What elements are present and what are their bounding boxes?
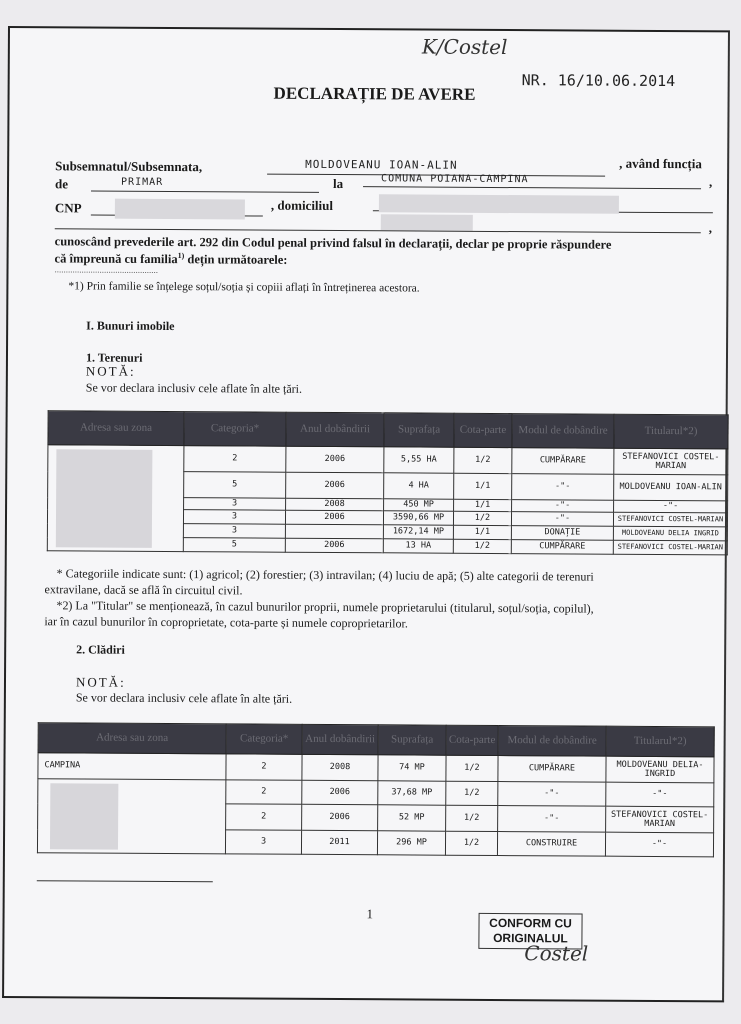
address-redacted (379, 194, 619, 213)
cladiri-nota-text: Se vor declara inclusiv cele aflate în alte țări. (75, 690, 293, 706)
header-adresa: Adresa sau zona (48, 411, 184, 446)
footer-rule (37, 880, 213, 882)
cell-titular: MOLDOVEANU DELIA-INGRID (606, 756, 714, 783)
table-row (38, 753, 714, 783)
cell-anul (285, 524, 383, 539)
cell-anul: 2006 (302, 780, 378, 804)
header-categoria: Categoria* (184, 412, 286, 447)
cell-anul: 2006 (285, 538, 383, 553)
cell-modul: -"- (512, 474, 614, 501)
cell-titular: STEFANOVICI COSTEL-MARIAN (614, 448, 728, 475)
registration-number: NR. 16/10.06.2014 (521, 71, 676, 91)
header-cota: Cota-parte (454, 413, 512, 447)
cell-anul: 2006 (286, 472, 384, 499)
section-terenuri: 1. Terenuri (85, 350, 143, 365)
cell-suprafata: 450 MP (384, 499, 454, 511)
cell-suprafata: 5,55 HA (384, 447, 454, 473)
cell-titular: STEFANOVICI COSTEL-MARIAN (613, 512, 727, 527)
cell-modul: CONSTRUIRE (497, 832, 605, 857)
header-titular: Titularul*2) (614, 414, 728, 449)
cell-cota: 1/2 (446, 781, 498, 805)
header-adresa: Adresa sau zona (38, 723, 226, 754)
cell-suprafata: 3590,66 MP (383, 511, 453, 525)
header-cota: Cota-parte (446, 725, 498, 755)
cell-cota: 1/1 (454, 473, 512, 499)
cell-categoria: 3 (225, 830, 301, 854)
terenuri-table (47, 410, 729, 555)
terenuri-nota: NOTĂ: (85, 363, 136, 379)
header-modul: Modul de dobândire (512, 414, 614, 449)
header-modul: Modul de dobândire (498, 726, 606, 757)
cell-anul: 2006 (286, 446, 384, 473)
top-signature: K/Costel (421, 34, 508, 60)
cnp-label: CNP (54, 200, 82, 216)
header-anul: Anul dobândirii (286, 412, 384, 447)
cell-titular: -"- (605, 832, 713, 857)
cell-anul: 2006 (302, 804, 378, 830)
subsemnatul-label: Subsemnatul/Subsemnata, (55, 158, 203, 175)
cell-categoria: 2 (226, 780, 302, 804)
declarant-name: MOLDOVEANU IOAN-ALIN (305, 157, 458, 172)
cell-cota: 1/2 (454, 447, 512, 473)
section-bunuri-imobile: I. Bunuri imobile (86, 318, 175, 334)
table-row (38, 779, 714, 807)
cell-titular: -"- (614, 500, 728, 513)
cell-titular: STEFANOVICI COSTEL-MARIAN (613, 540, 727, 555)
cell-cota: 1/2 (445, 831, 497, 855)
institution-value: COMUNA POIANA-CAMPINA (381, 173, 529, 186)
comma-2: , (708, 220, 713, 236)
cell-suprafata: 4 HA (384, 473, 454, 499)
document-page (2, 26, 730, 1002)
header-categoria: Categoria* (226, 724, 302, 754)
cell-categoria: 5 (183, 538, 285, 553)
cunoscand-text: cunoscând prevederile art. 292 din Codul penal privind falsul în declarații, declar pe proprie răspundere (54, 234, 612, 252)
cell-titular: -"- (606, 782, 714, 807)
categorii-note: * Categoriile indicate sunt: (1) agricol; (2) forestier; (3) intravilan; (4) luciu de apă; (5) alte categorii de terenuri (56, 566, 594, 584)
header-titular: Titularul*2) (606, 726, 714, 757)
comma-1: , (709, 174, 713, 190)
cell-modul: -"- (498, 806, 606, 833)
impreuna-text: că împreună cu familia$^{1)}$ dețin următoarele: (54, 251, 288, 267)
adresa-redacted (47, 445, 184, 552)
page-number: 1 (366, 906, 374, 922)
cell-categoria: 5 (184, 472, 286, 499)
dotted-line: .............................................. (54, 264, 159, 275)
cell-modul: CUMPĂRARE (512, 448, 614, 475)
domiciliul-label: , domiciliul (270, 197, 334, 213)
cell-categoria: 3 (183, 524, 285, 539)
cell-categoria: 2 (184, 446, 286, 473)
cell-categoria: 2 (226, 804, 302, 830)
header-anul: Anul dobândirii (302, 724, 378, 754)
family-footnote: *1) Prin familie se înțelege soțul/soția și copiii aflați în întreținerea acestora. (68, 280, 420, 295)
titular-note-2: iar în cazul bunurilor în coproprietate, cota-parte și numele coproprietarilor. (44, 614, 408, 631)
cell-modul: CUMPĂRARE (511, 540, 613, 555)
header-suprafata: Suprafața (384, 413, 454, 447)
cell-modul: -"- (498, 782, 606, 807)
cell-cota: 1/1 (453, 525, 511, 539)
avand-functia-label: , având funcția (619, 155, 702, 172)
cell-titular: STEFANOVICI COSTEL-MARIAN (606, 806, 714, 833)
terenuri-nota-text: Se vor declara inclusiv cele aflate în alte țări. (85, 380, 303, 396)
cnp-redacted (115, 199, 245, 220)
cell-suprafata: 13 HA (383, 539, 453, 553)
cell-categoria: 2 (226, 754, 302, 780)
de-label: de (54, 176, 69, 192)
cell-titular: MOLDOVEANU DELIA INGRID (613, 526, 727, 541)
titular-note: *2) La "Titular" se menționează, în cazul bunurilor proprii, numele proprietarului (titularul, soțul/soția, copilul), (56, 598, 594, 616)
la-label: la (332, 175, 344, 192)
cell-cota: 1/2 (453, 539, 511, 553)
section-cladiri: 2. Clădiri (76, 642, 125, 657)
cladiri-table (37, 722, 715, 857)
cell-categoria: 3 (183, 510, 285, 525)
cell-adresa: CAMPINA (38, 753, 226, 780)
function-value: PRIMAR (121, 176, 164, 188)
cell-anul: 2008 (302, 754, 378, 780)
conform-cu-originalul-stamp: CONFORM CU ORIGINALUL (478, 913, 582, 950)
cell-suprafata: 37,68 MP (378, 781, 446, 805)
categorii-note-2: extravilane, dacă se află în circuitul civil. (44, 582, 243, 598)
document-title: DECLARAȚIE DE AVERE (273, 83, 476, 104)
cladiri-header-row (38, 723, 714, 757)
address-redacted-2 (381, 214, 473, 231)
cell-modul: DONAȚIE (511, 526, 613, 541)
cell-anul: 2008 (286, 498, 384, 511)
cladiri-nota: NOTĂ: (75, 674, 126, 690)
table-row (48, 445, 728, 475)
cell-suprafata: 1672,14 MP (383, 525, 453, 539)
cell-modul: -"- (511, 512, 613, 527)
cell-anul: 2006 (285, 510, 383, 525)
bottom-signature: Costel (524, 941, 589, 966)
cell-anul: 2011 (301, 830, 377, 854)
adresa-redacted (37, 779, 225, 854)
cell-titular: MOLDOVEANU IOAN-ALIN (614, 474, 728, 501)
cell-cota: 1/1 (454, 499, 512, 511)
cell-suprafata: 74 MP (378, 755, 446, 781)
cell-cota: 1/2 (446, 805, 498, 831)
cell-cota: 1/2 (453, 511, 511, 525)
terenuri-header-row (48, 411, 728, 449)
header-suprafata: Suprafața (378, 725, 446, 755)
cell-modul: CUMPĂRARE (498, 756, 606, 783)
cell-categoria: 3 (184, 498, 286, 511)
cell-suprafata: 296 MP (377, 831, 445, 855)
cell-modul: -"- (512, 500, 614, 513)
cell-suprafata: 52 MP (378, 805, 446, 831)
cell-cota: 1/2 (446, 755, 498, 781)
